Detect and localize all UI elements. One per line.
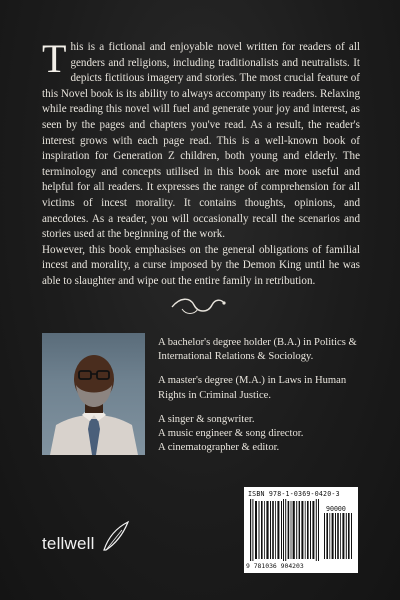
back-cover-blurb <box>42 36 360 290</box>
author-credentials <box>158 336 368 455</box>
publisher-logo <box>42 520 132 560</box>
barcode-digits: 9 781036 904203 <box>246 562 304 570</box>
author-portrait-icon <box>42 333 145 455</box>
credential-singer: A singer & songwriter. <box>158 413 255 425</box>
blurb-paragraph-2: However, this book emphasises on the general obligations of familial incest and morality, a curse imposed by the Demon King until he was able to slaughter and wipe out the entire family in retribution. <box>42 243 360 287</box>
blurb-paragraph-1 <box>42 36 360 243</box>
credential-bachelor: A bachelor's degree holder (B.A.) in Politics & International Relations & Sociology. <box>158 337 357 363</box>
barcode-bars-icon <box>244 487 358 573</box>
publisher-name: tellwell <box>42 534 95 553</box>
credential-cinematographer: A cinematographer & editor. <box>158 442 280 454</box>
price-code: 90000 <box>326 505 346 513</box>
isbn-label: ISBN 978-1-0369-0420-3 <box>248 490 340 498</box>
isbn-barcode <box>244 487 358 573</box>
author-photo <box>42 333 145 455</box>
blurb-paragraph-1-text: his is a fictional and enjoyable novel written for readers of all genders and religions, including traditionalists and neutralists. It depicts fictitious imagery and stories. The most crucial feature of this Novel book is its ability to always accompany its readers. Relaxing while reading this novel will fuel and generate your joy and interest, as seen by the pages and chapters you've read. As a result, the reader's interest grows with each page read. This is a well-known book of inspiration for Generation Z children, both young and elderly. The terminology and concepts utilised in this book are more useful and helpful for all readers. It expresses the range of comprehension for all victims of incest morality. It contains thoughts, opinions, and anecdotes. As a reader, you will occasionally recall the scenarios and stories used at the beginning of the work. <box>42 41 360 241</box>
credential-master: A master's degree (M.A.) in Laws in Human Rights in Criminal Justice. <box>158 375 347 401</box>
credential-engineer: A music engineer & song director. <box>158 428 304 440</box>
flourish-ornament-icon <box>168 293 228 317</box>
drop-cap: T <box>42 36 67 81</box>
